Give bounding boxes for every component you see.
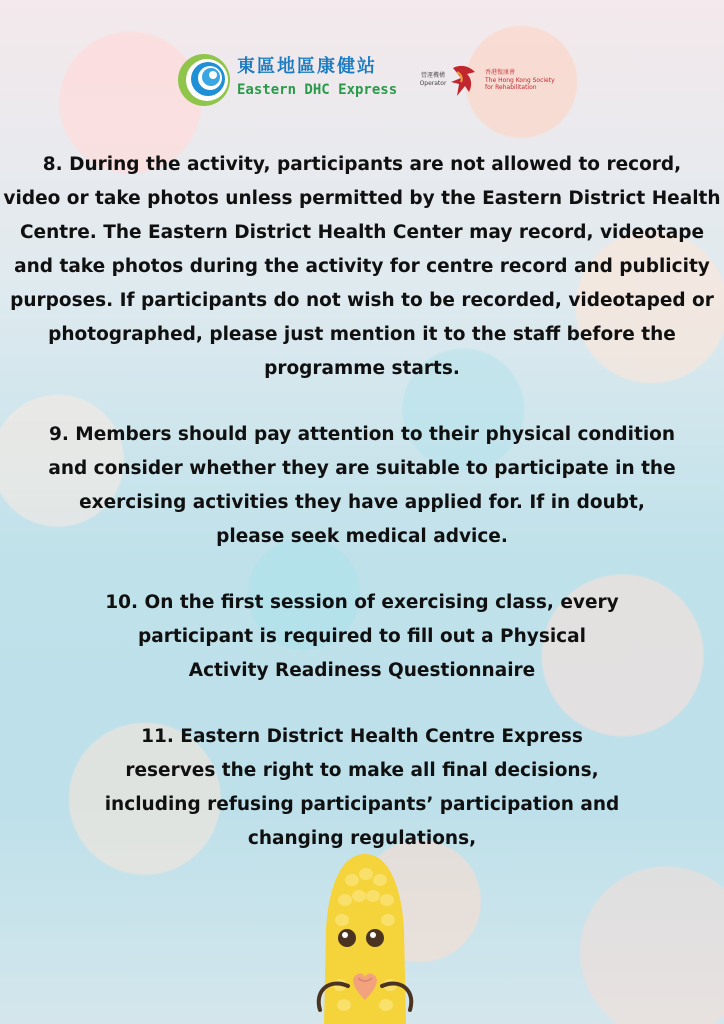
eastern-dhc-logo-icon [177, 53, 231, 107]
header [0, 48, 724, 110]
hkpsr-emblem-icon [447, 62, 481, 100]
rule-9: 9. Members should pay attention to their physical condition and consider whether they are suitable to participate in the exercising activities they have applied for. If in doubt, please seek medical advice. [48, 424, 676, 547]
rules-list [0, 148, 724, 856]
operator-label: 營運機構 Operator [419, 72, 447, 87]
logo-chinese-name: 東區地區康健站 [237, 56, 377, 77]
rule-8: 8. During the activity, participants are not allowed to record, video or take photos unless permitted by the Eastern District Health Centre. The Eastern District Health Center may record, videotape and take photos during the activity for centre record and publicity purposes. If participants do not wish to be recorded, videotaped or photographed, please just mention it to the staff before the programme starts. [3, 154, 721, 379]
rule-10: 10. On the first session of exercising class, every participant is required to fill out a Physical Activity Readiness Questionnaire [105, 592, 619, 681]
logo-text [237, 56, 397, 100]
logo-english-name: Eastern DHC Express [237, 82, 398, 98]
hkpsr-name: 香港復康會 The Hong Kong Society for Rehabilitation [485, 69, 555, 91]
corn-mascot-icon [300, 850, 430, 1024]
rule-11: 11. Eastern District Health Centre Express reserves the right to make all final decisions, including refusing participants’ participation and changing regulations, [104, 726, 620, 849]
